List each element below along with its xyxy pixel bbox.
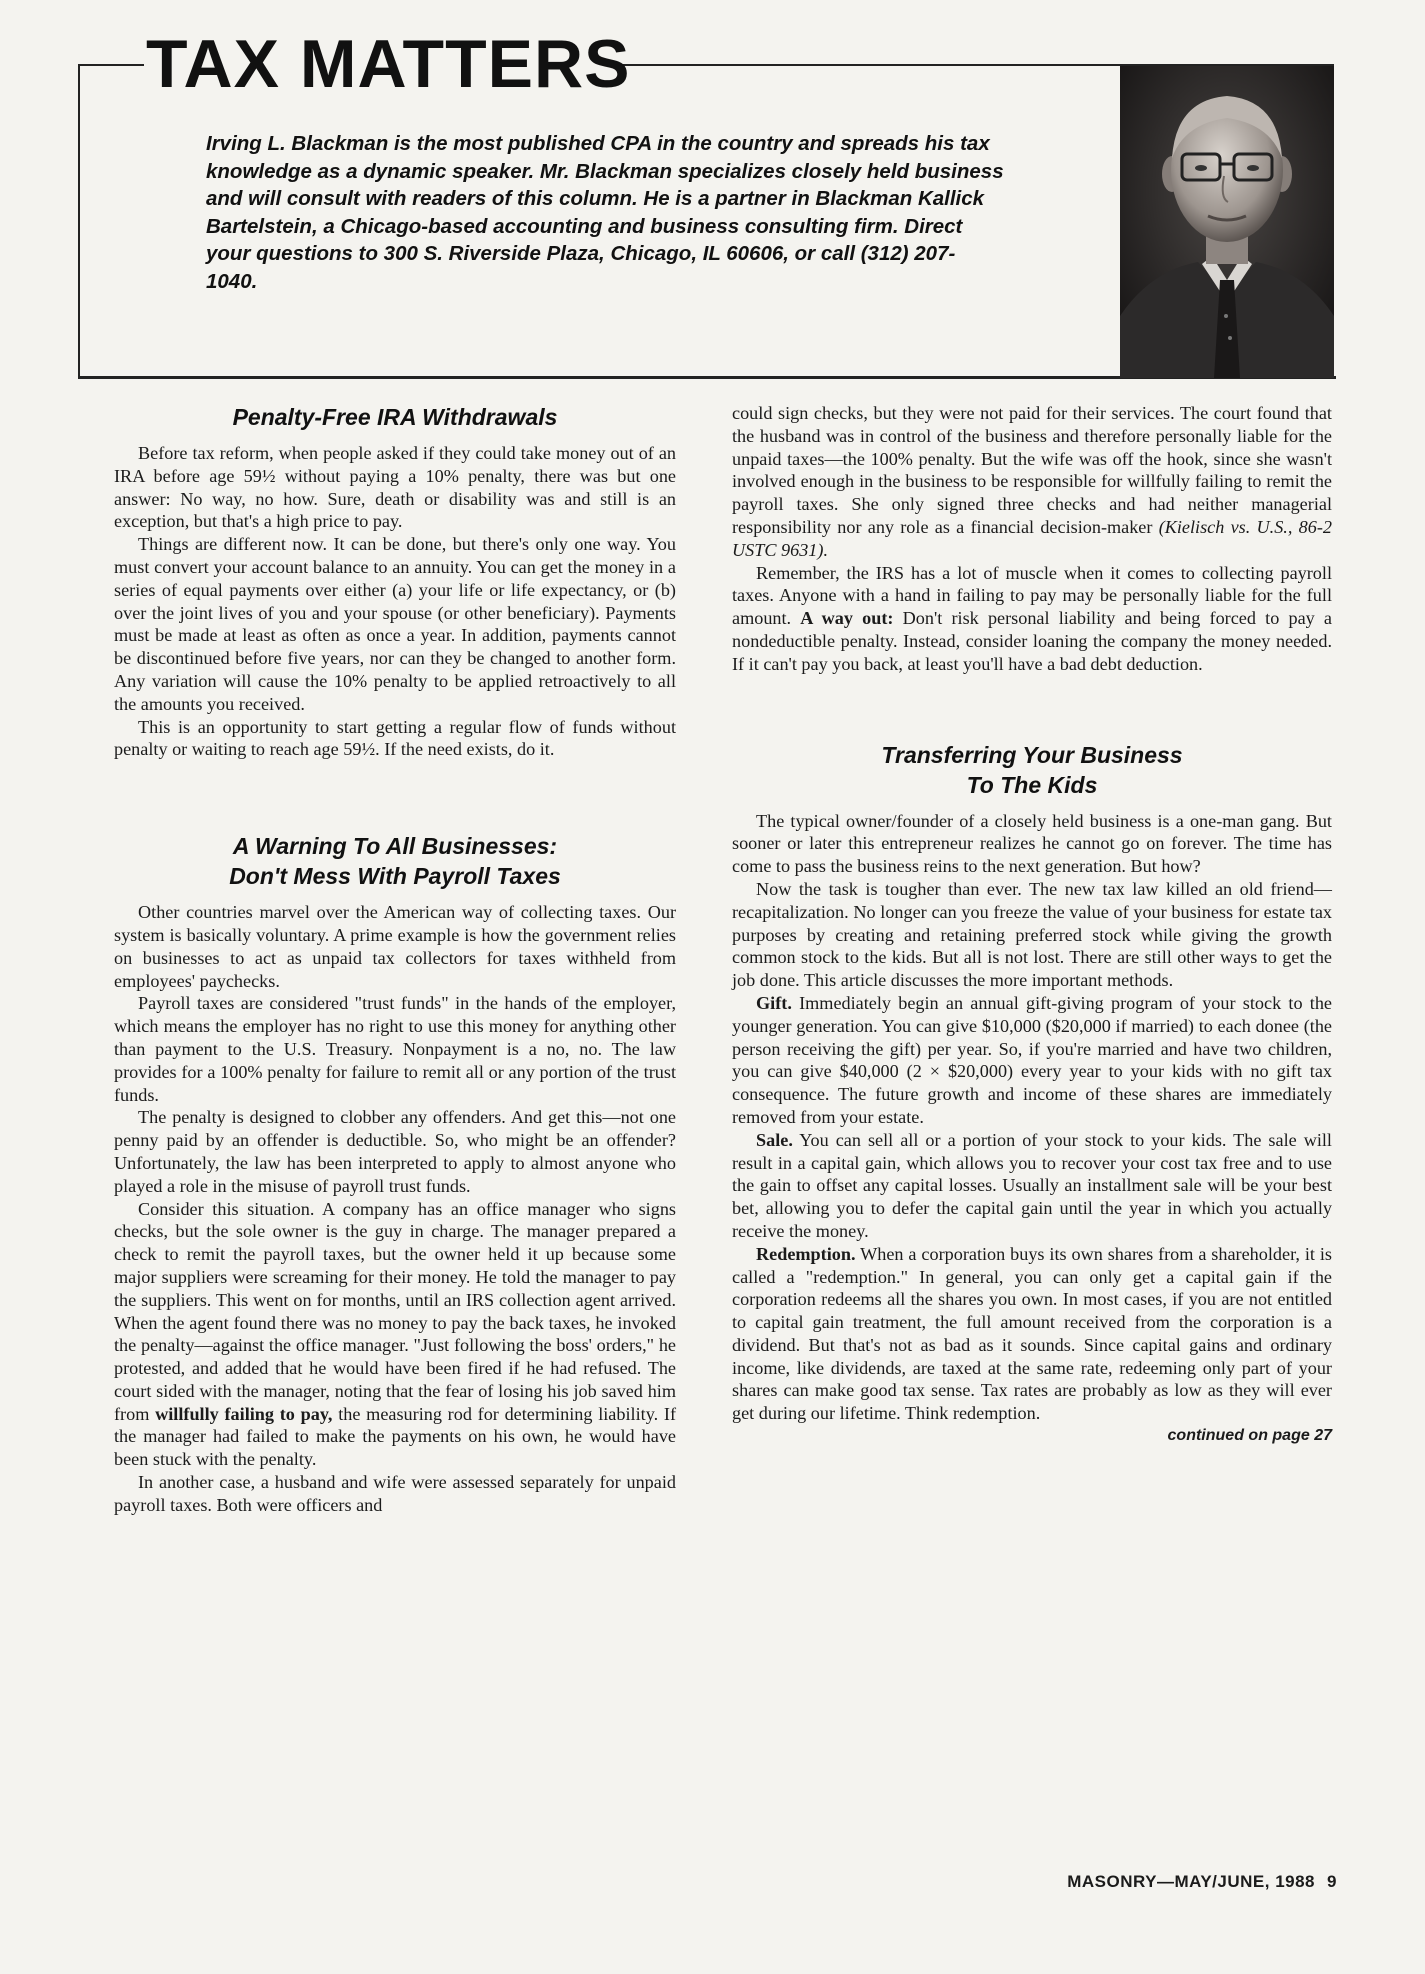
text-run: You can sell all or a portion of your stock to your kids. The sale will result in a capital gain, which allows you to recover your cost tax free and to use the gain to offset any capital losses. Usually an installment sale will be your best bet, allowing you to defer the capital gain until the year in which you actually receive the money. <box>732 1129 1332 1241</box>
page-number: 9 <box>1327 1872 1337 1891</box>
left-column <box>114 402 676 1517</box>
bold-term: Sale. <box>756 1129 793 1150</box>
paragraph: Before tax reform, when people asked if they could take money out of an IRA before age 59½ without paying a 10% penalty, there was but one answer: No way, no how. Sure, death or disability was and still is an exception, but that's a high price to pay. <box>114 443 676 532</box>
paragraph <box>114 1198 676 1472</box>
author-photo <box>1120 66 1334 378</box>
continued-note: continued on page 27 <box>1167 1427 1332 1445</box>
paragraph: In another case, a husband and wife were assessed separately for unpaid payroll taxes. Both were officers and <box>114 1472 676 1515</box>
heading-line: Don't Mess With Payroll Taxes <box>229 863 561 890</box>
paragraph <box>732 992 1332 1129</box>
header-rule <box>78 64 144 66</box>
paragraph: The penalty is designed to clobber any offenders. And get this—not one penny paid by an offender is deductible. So, who might be an offender? Unfortunately, the law has been interpreted to apply to almost anyone who played a role in the misuse of payroll trust funds. <box>114 1107 676 1196</box>
bold-term: Redemption. <box>756 1243 856 1264</box>
paragraph <box>732 1243 1332 1425</box>
text-run: Consider this situation. A company has an office manager who signs checks, but the sole owner is the guy in charge. The manager prepared a check to remit the payroll taxes, but the owner held it up because some major suppliers were screaming for their money. He told the manager to pay the suppliers. This went on for months, until an IRS collection agent arrived. When the agent found there was no money to pay the back taxes, he invoked the penalty—against the office manager. "Just following the boss' orders," he protested, and added that he would have been fired if he had refused. The court sided with the manager, noting that the fear of losing his job saved him from <box>114 1198 676 1424</box>
paragraph: This is an opportunity to start getting a regular flow of funds without penalty or waiting to reach age 59½. If the need exists, do it. <box>114 716 676 760</box>
case-citation: (Kielisch vs. U.S., 86-2 USTC 9631). <box>732 516 1332 560</box>
bold-term: willfully failing to pay, <box>155 1403 333 1424</box>
article-heading <box>732 740 1332 800</box>
article-heading: Penalty-Free IRA Withdrawals <box>232 404 558 430</box>
paragraph <box>732 562 1332 676</box>
page-footer <box>1067 1872 1337 1892</box>
text-run: When a corporation buys its own shares from a shareholder, it is called a "redemption." In general, you can only get a capital gain if the corporation redeems all the shares you own. In most cases, if you are not entitled to capital gain treatment, the full amount received from the corporation is a dividend. But that's not as bad as it sounds. Since capital gains and ordinary income, like dividends, are taxed at the same rate, redeeming only part of your shares can make good tax sense. Tax rates are probably as low as they will ever get during our lifetime. Think redemption. <box>732 1243 1332 1424</box>
paragraph <box>732 1129 1332 1243</box>
right-column <box>732 402 1332 1448</box>
heading-line: Transferring Your Business <box>881 741 1183 768</box>
text-run: Remember, the IRS has a lot of muscle when it comes to collecting payroll taxes. Anyone with a hand in failing to pay may be personally liable for the full amount. <box>732 562 1332 629</box>
paragraph <box>732 402 1332 562</box>
text-run: Immediately begin an annual gift-giving program of your stock to the younger generation. You can give $10,000 ($20,000 if married) to each donee (the person receiving the gift) per year. So, if you're married and have two children, you can give $40,000 (2 × $20,000) every year to your kids with no gift tax consequence. The future growth and income of these shares are immediately removed from your estate. <box>732 992 1332 1127</box>
paragraph: Other countries marvel over the American way of collecting taxes. Our system is basically voluntary. A prime example is how the government relies on businesses to act as unpaid tax collectors for taxes withheld from employees' paychecks. <box>114 902 676 991</box>
paragraph: Things are different now. It can be done, but there's only one way. You must convert your account balance to an annuity. You can get the money in a series of equal payments over either (a) your life or life expectancy, or (b) over the joint lives of you and your spouse (or other beneficiary). Payments must be made at least as often as once a year. In addition, payments cannot be discontinued before five years, nor can they be changed to another form. Any variation will cause the 10% penalty to be applied retroactively to all the amounts you received. <box>114 534 676 714</box>
text-run: Don't risk personal liability and being forced to pay a nondeductible penalty. Instead, consider loaning the company the money needed. If it can't pay you back, at least you'll have a bad debt deduction. <box>732 608 1333 674</box>
heading-line: A Warning To All Businesses: <box>232 833 558 860</box>
bold-term: A way out: <box>800 608 894 629</box>
text-run: the measuring rod for determining liability. If the manager had failed to make the payments on his own, he would have been stuck with the penalty. <box>114 1403 676 1470</box>
text-run: could sign checks, but they were not paid for their services. The court found that the husband was in control of the business and therefore personally liable for the unpaid taxes—the 100% penalty. But the wife was off the hook, since she wasn't involved enough in the business to be responsible for willfully failing to remit the payroll taxes. She only signed three checks and had neither managerial responsibility nor any role as a financial decision-maker <box>732 403 1332 537</box>
bold-term: Gift. <box>756 992 792 1013</box>
author-bio: Irving L. Blackman is the most published CPA in the country and spreads his tax knowledge as a dynamic speaker. Mr. Blackman specializes closely held business and will consult with readers of this column. He is a partner in Blackman Kallick Bartelstein, a Chicago-based accounting and business consulting firm. Direct your questions to 300 S. Riverside Plaza, Chicago, IL 60606, or call (312) 207-1040. <box>206 132 1004 293</box>
paragraph: The typical owner/founder of a closely held business is a one-man gang. But sooner or later this entrepreneur realizes he cannot go on forever. The time has come to pass the business reins to the next generation. But how? <box>732 810 1332 877</box>
paragraph: Now the task is tougher than ever. The new tax law killed an old friend—recapitalization. No longer can you freeze the value of your business for estate tax purposes by creating and retaining preferred stock while giving the growth common stock to the kids. But all is not lost. There are still other ways to get the job done. This article discusses the more important methods. <box>732 878 1332 991</box>
author-portrait-image <box>1120 66 1334 378</box>
publication-name: MASONRY—MAY/JUNE, 1988 <box>1067 1872 1316 1891</box>
heading-line: To The Kids <box>966 771 1098 798</box>
article-heading <box>114 831 676 891</box>
column-title: TAX MATTERS <box>146 26 631 102</box>
paragraph: Payroll taxes are considered "trust funds" in the hands of the employer, which means the employer has no right to use this money for anything other than payment to the U.S. Treasury. Nonpayment is a no, no. The law provides for a 100% penalty for failure to remit all or any portion of the trust funds. <box>114 993 676 1105</box>
